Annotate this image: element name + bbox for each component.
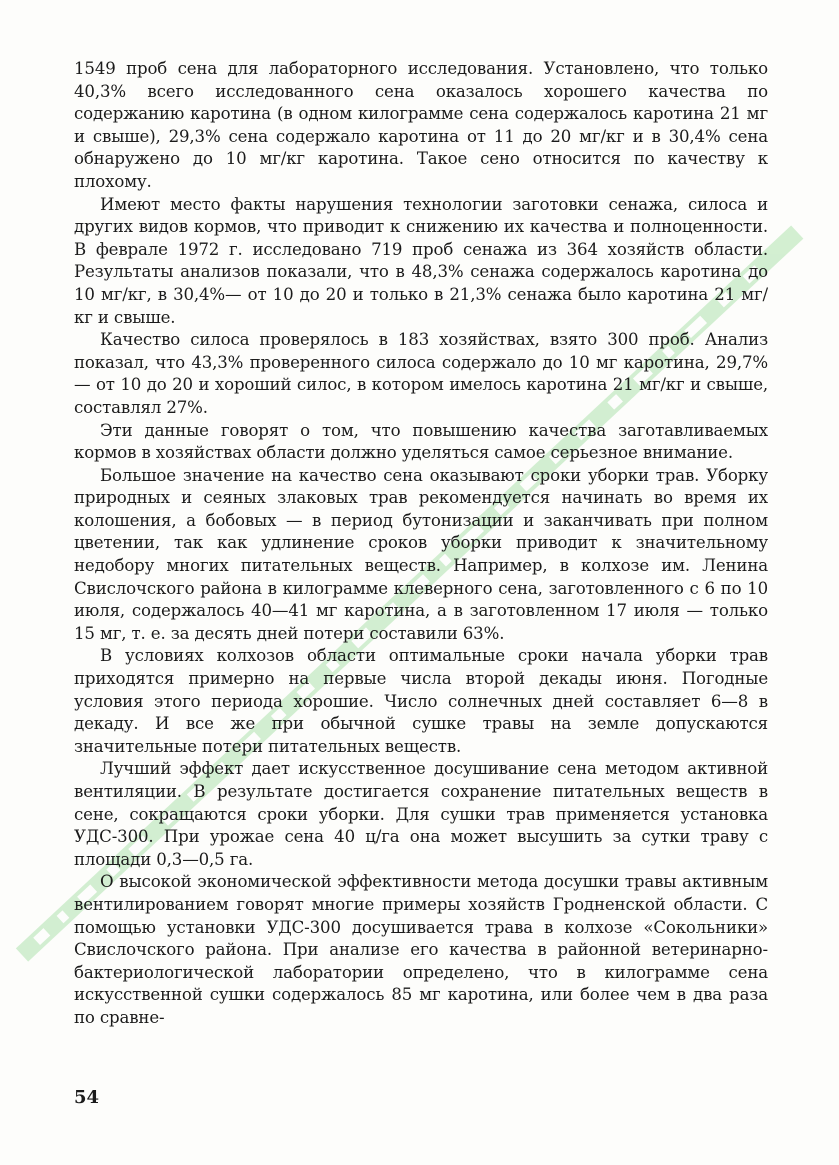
body-text [74,58,768,1030]
paragraph: В условиях колхозов области оптимальные сроки начала уборки трав приходятся примерно на первые числа второй декады июня. Погодные условия этого периода хорошие. Число солнечных дней составляет 6—8 в декаду. И все же при обычной сушке травы на земле допускаются значительные потери питательных веществ. [74,646,768,756]
paragraph: О высокой экономической эффективности метода досушки травы активным вентилированием говорят многие примеры хозяйств Гродненской области. С помощью установки УДС-300 досушивается трава в колхозе «Сокольники» Свислочского района. При анализе его качества в районной ветеринарно-бактериологической лаборатории определено, что в килограмме сена искусственной сушки содержалось 85 мг каротина, или более чем в два раза по сравне- [74,872,768,1027]
paragraph: Лучший эффект дает искусственное досушивание сена методом активной вентиляции. В результате достигается сохранение питательных веществ в сене, сокращаются сроки уборки. Для сушки трав применяется установка УДС-300. При урожае сена 40 ц/га она может высушить за сутки траву с площади 0,3—0,5 га. [74,759,768,869]
paragraph: 1549 проб сена для лабораторного исследования. Установлено, что только 40,3% всего исследованного сена оказалось хорошего качества по содержанию каротина (в одном килограмме сена содержалось каротина 21 мг и свыше), 29,3% сена содержало каротина от 11 до 20 мг/кг и в 30,4% сена обнаружено до 10 мг/кг каротина. Такое сено относится по качеству к плохому. [74,59,768,191]
paragraph: Имеют место факты нарушения технологии заготовки сенажа, силоса и других видов кормов, что приводит к снижению их качества и полноценности. В феврале 1972 г. исследовано 719 проб сенажа из 364 хозяйств области. Результаты анализов показали, что в 48,3% сенажа содержалось каротина до 10 мг/кг, в 30,4%— от 10 до 20 и только в 21,3% сенажа было каротина 21 мг/кг и свыше. [74,194,768,327]
paragraph: Большое значение на качество сена оказывают сроки уборки трав. Уборку природных и сеяных злаковых трав рекомендуется начинать во время их колошения, а бобовых — в период бутонизации и заканчивать при полном цветении, так как удлинение сроков уборки приводит к значительному недобору многих питательных веществ. Например, в колхозе им. Ленина Свислочского района в килограмме клеверного сена, заготовленного с 6 по 10 июля, содержалось 40—41 мг каротина, а в заготовленном 17 июля — только 15 мг, т. е. за десять дней потери составили 63%. [74,465,768,643]
paragraph: Эти данные говорят о том, что повышению качества заготавливаемых кормов в хозяйствах области должно уделяться самое серьезное внимание. [74,420,768,463]
paragraph: Качество силоса проверялось в 183 хозяйствах, взято 300 проб. Анализ показал, что 43,3% проверенного силоса содержало до 10 мг каротина, 29,7% — от 10 до 20 и хороший силос, в котором имелось каротина 21 мг/кг и свыше, составлял 27%. [74,330,768,417]
page-number: 54 [74,1087,100,1108]
